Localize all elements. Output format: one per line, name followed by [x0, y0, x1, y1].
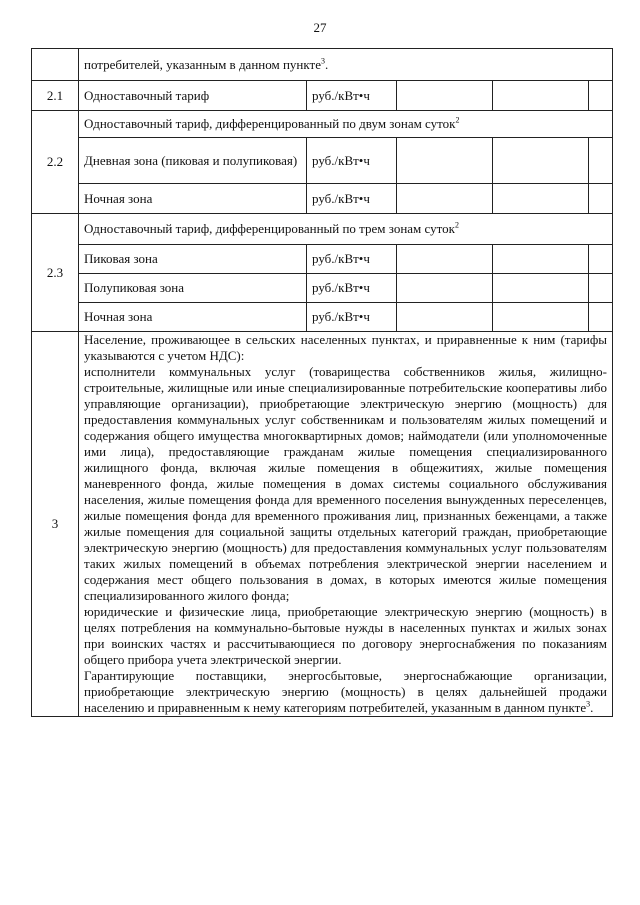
value-cell: [493, 303, 589, 332]
unit-cell: руб./кВт•ч: [307, 184, 397, 214]
value-cell: [589, 303, 613, 332]
value-cell: [493, 245, 589, 274]
tariff-label-cell: Дневная зона (пиковая и полупиковая): [79, 138, 307, 184]
tariff-label-cell: Полупиковая зона: [79, 274, 307, 303]
unit-cell: руб./кВт•ч: [307, 245, 397, 274]
row-number-cell: 2.3: [32, 214, 79, 332]
page-number: 27: [313, 20, 327, 35]
value-cell: [589, 245, 613, 274]
continuation-text-tail: .: [324, 56, 329, 72]
section-header-text: Одноставочный тариф, дифференцированный по трем зонам суток: [84, 221, 455, 236]
row-number-cell: 2.2: [32, 111, 79, 214]
value-cell: [397, 303, 493, 332]
table-row: [32, 214, 613, 245]
category-paragraph: [84, 668, 607, 716]
table-row: [32, 274, 613, 303]
unit-cell: руб./кВт•ч: [307, 303, 397, 332]
tariff-table: [31, 48, 613, 717]
continuation-text-cell: [79, 49, 613, 81]
footnote-marker: 3: [586, 699, 591, 709]
category-paragraph-tail: .: [590, 700, 594, 715]
unit-cell: руб./кВт•ч: [307, 81, 397, 111]
value-cell: [397, 184, 493, 214]
value-cell: [397, 274, 493, 303]
unit-cell: руб./кВт•ч: [307, 274, 397, 303]
value-cell: [493, 138, 589, 184]
row-number-cell: 3: [32, 332, 79, 717]
footnote-marker: 2: [454, 220, 459, 230]
table-row: [32, 332, 613, 717]
section-header-cell: [79, 111, 613, 138]
row-number-cell: 2.1: [32, 81, 79, 111]
tariff-label-cell: Пиковая зона: [79, 245, 307, 274]
category-paragraph: исполнители коммунальных услуг (товарищества собственников жилья, жилищно-строительные, жилищные или иные специализированные потребительские кооперативы либо управляющие организации), приобретающие электрическую энергию (мощность) для предоставления коммунальных услуг собственникам и пользователям жилых помещений и содержания общего имущества многоквартирных домов; наймодатели (или уполномоченные ими лица), предоставляющие гражданам жилые помещения специализированного жилищного фонда, включая жилые помещения в общежитиях, жилые помещения маневренного фонда, жилые помещения в домах системы социального обслуживания населения, жилые помещения фонда для временного поселения вынужденных переселенцев, жилые помещения фонда для временного проживания лиц, признанных беженцами, а также жилые помещения для социальной защиты отдельных категорий граждан, приобретающие электрическую энергию (мощность) для предоставления коммунальных услуг пользователям таких жилых помещений в объемах потребления электрической энергии населением и содержания мест общего пользования в домах, в которых имеются жилые помещения специализированного жилого фонда;: [84, 364, 607, 603]
value-cell: [397, 81, 493, 111]
tariff-label-cell: Одноставочный тариф: [79, 81, 307, 111]
value-cell: [493, 184, 589, 214]
category-paragraph-text: Гарантирующие поставщики, энергосбытовые, энергоснабжающие организации, приобретающие электрическую энергию (мощность) в целях дальнейшей продажи населению и приравненным к нему категориям потребителей, указанным в данном пункте: [84, 668, 607, 715]
value-cell: [589, 138, 613, 184]
table-row: [32, 81, 613, 111]
description-cell: [79, 332, 613, 717]
value-cell: [397, 138, 493, 184]
table-row: [32, 184, 613, 214]
continuation-text: потребителей, указанным в данном пункте: [84, 56, 321, 72]
footnote-marker: 3: [320, 56, 325, 66]
value-cell: [589, 274, 613, 303]
section-header-cell: [79, 214, 613, 245]
value-cell: [493, 274, 589, 303]
value-cell: [589, 184, 613, 214]
row-number-cell: [32, 49, 79, 81]
table-row: [32, 138, 613, 184]
table-row: [32, 49, 613, 81]
table-row: [32, 111, 613, 138]
unit-cell: руб./кВт•ч: [307, 138, 397, 184]
footnote-marker: 2: [455, 115, 460, 125]
value-cell: [493, 81, 589, 111]
table-row: [32, 245, 613, 274]
value-cell: [397, 245, 493, 274]
tariff-label-cell: Ночная зона: [79, 184, 307, 214]
tariff-label-cell: Ночная зона: [79, 303, 307, 332]
category-paragraph: юридические и физические лица, приобретающие электрическую энергию (мощность) в целях потребления на коммунально-бытовые нужды в населенных пунктах и жилых зонах при воинских частях и рассчитывающиеся по договору энергоснабжения по показаниям общего прибора учета электрической энергии.: [84, 604, 607, 667]
category-intro: Население, проживающее в сельских населенных пунктах, и приравненные к ним (тарифы указываются с учетом НДС):: [84, 332, 607, 363]
table-row: [32, 303, 613, 332]
section-header-text: Одноставочный тариф, дифференцированный по двум зонам суток: [84, 116, 456, 131]
value-cell: [589, 81, 613, 111]
